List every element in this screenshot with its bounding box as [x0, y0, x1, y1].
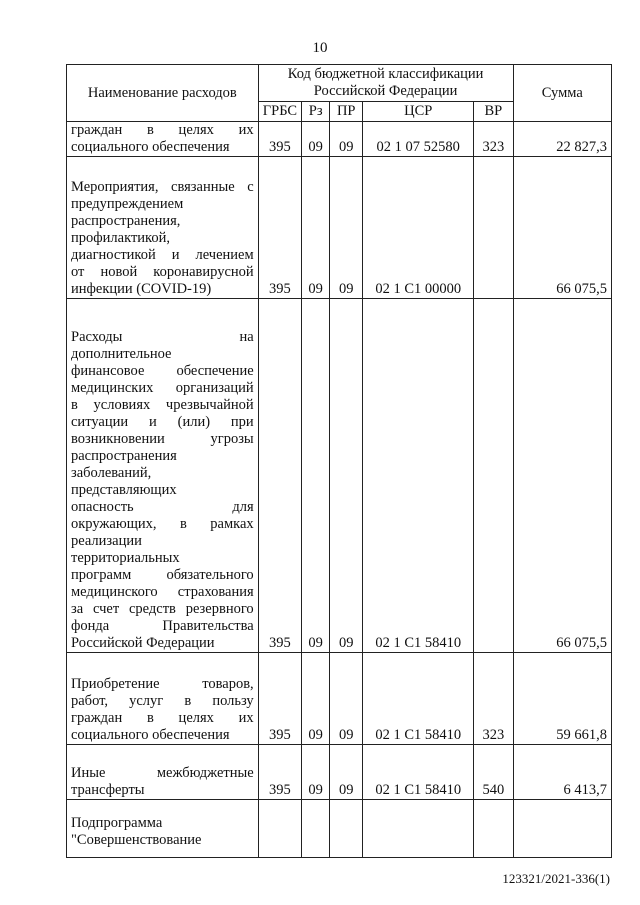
row-csr	[363, 800, 474, 858]
header-vr: ВР	[474, 102, 513, 122]
row-name-line: реализации	[71, 533, 142, 549]
row-name	[67, 800, 259, 858]
row-pr: 09	[330, 745, 363, 800]
row-name-line: Иные межбюджетные	[71, 765, 254, 781]
table-row	[67, 800, 612, 858]
row-csr: 02 1 С1 58410	[363, 299, 474, 653]
row-name-line: граждан в целях их	[71, 710, 254, 726]
row-sum: 22 827,3	[513, 122, 611, 157]
row-name-line: социального обеспечения	[71, 727, 230, 743]
header-pr: ПР	[330, 102, 363, 122]
row-name-line: возникновении угрозы	[71, 431, 254, 447]
row-rz: 09	[302, 157, 330, 299]
row-name-line: от новой коронавирусной	[71, 264, 254, 280]
row-name-line: медицинских организаций	[71, 380, 254, 396]
table-row	[67, 122, 612, 157]
row-name-line: распространения	[71, 448, 177, 464]
row-name-line: предупреждением	[71, 196, 184, 212]
row-name-line: "Совершенствование	[71, 832, 202, 848]
row-grbs: 395	[258, 299, 302, 653]
document-code: 123321/2021-336(1)	[502, 871, 610, 886]
row-vr: 540	[474, 745, 513, 800]
row-name-line: профилактикой,	[71, 230, 170, 246]
row-name-line: заболеваний,	[71, 465, 152, 481]
page-number: 10	[312, 40, 328, 56]
row-grbs: 395	[258, 122, 302, 157]
row-name-line: фонда Правительства	[71, 618, 254, 634]
row-name-line: Мероприятия, связанные с	[71, 179, 254, 195]
row-pr: 09	[330, 122, 363, 157]
row-rz: 09	[302, 122, 330, 157]
row-name-line: ситуации и (или) при	[71, 414, 254, 430]
row-name	[67, 122, 259, 157]
row-name-line: социального обеспечения	[71, 139, 230, 155]
row-name-line: в условиях чрезвычайной	[71, 397, 254, 413]
row-grbs: 395	[258, 745, 302, 800]
row-name-line: дополнительное	[71, 346, 172, 362]
row-csr: 02 1 С1 58410	[363, 653, 474, 745]
table-row	[67, 653, 612, 745]
row-sum: 59 661,8	[513, 653, 611, 745]
row-vr: 323	[474, 122, 513, 157]
row-pr: 09	[330, 653, 363, 745]
row-name-line: за счет средств резервного	[71, 601, 254, 617]
row-name	[67, 745, 259, 800]
row-csr: 02 1 С1 58410	[363, 745, 474, 800]
row-grbs	[258, 800, 302, 858]
header-rz: Рз	[302, 102, 330, 122]
row-name-line: Российской Федерации	[71, 635, 215, 651]
row-sum: 66 075,5	[513, 157, 611, 299]
row-sum: 6 413,7	[513, 745, 611, 800]
budget-table	[66, 64, 612, 858]
row-rz: 09	[302, 653, 330, 745]
row-name	[67, 299, 259, 653]
row-pr: 09	[330, 299, 363, 653]
row-sum: 66 075,5	[513, 299, 611, 653]
row-vr: 323	[474, 653, 513, 745]
row-grbs: 395	[258, 653, 302, 745]
row-name	[67, 653, 259, 745]
row-grbs: 395	[258, 157, 302, 299]
row-name-line: инфекции (COVID-19)	[71, 281, 212, 297]
header-grbs: ГРБС	[258, 102, 302, 122]
row-name-line: территориальных	[71, 550, 180, 566]
header-name: Наименование расходов	[67, 65, 259, 122]
table-row	[67, 157, 612, 299]
row-name	[67, 157, 259, 299]
row-name-line: Приобретение товаров,	[71, 676, 254, 692]
table-row	[67, 299, 612, 653]
row-rz: 09	[302, 745, 330, 800]
row-pr: 09	[330, 157, 363, 299]
row-vr	[474, 299, 513, 653]
row-name-line: Расходы на	[71, 329, 254, 345]
header-csr: ЦСР	[363, 102, 474, 122]
row-name-line: опасность для	[71, 499, 254, 515]
row-sum	[513, 800, 611, 858]
row-name-line: трансферты	[71, 782, 145, 798]
table-row	[67, 745, 612, 800]
header-sum: Сумма	[513, 65, 611, 122]
row-name-line: представляющих	[71, 482, 177, 498]
table-header	[67, 65, 612, 122]
row-name-line: распространения,	[71, 213, 181, 229]
row-name-line: медицинского страхования	[71, 584, 254, 600]
row-csr: 02 1 С1 00000	[363, 157, 474, 299]
row-rz: 09	[302, 299, 330, 653]
row-name-line: финансовое обеспечение	[71, 363, 254, 379]
header-code-group: Код бюджетной классификации Российской Федерации	[258, 65, 513, 102]
row-name-line: граждан в целях их	[71, 122, 254, 138]
row-rz	[302, 800, 330, 858]
row-csr: 02 1 07 52580	[363, 122, 474, 157]
row-name-line: окружающих, в рамках	[71, 516, 254, 532]
row-name-line: диагностикой и лечением	[71, 247, 254, 263]
row-vr	[474, 800, 513, 858]
row-name-line: программ обязательного	[71, 567, 254, 583]
row-name-line: Подпрограмма	[71, 815, 163, 831]
row-name-line: работ, услуг в пользу	[71, 693, 254, 709]
table-body	[67, 122, 612, 858]
row-vr	[474, 157, 513, 299]
row-pr	[330, 800, 363, 858]
